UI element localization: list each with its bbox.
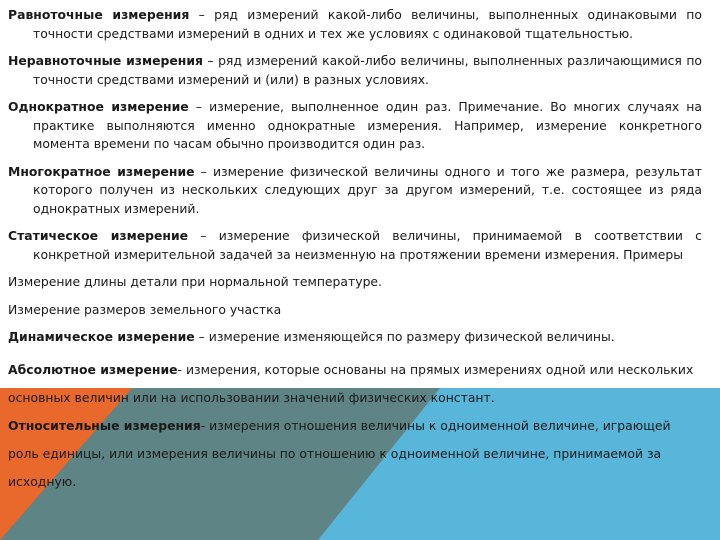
definition-unequal-accuracy (8, 52, 702, 89)
definition-absolute-measurement (8, 356, 702, 412)
term-label: Однократное измерение (8, 99, 189, 114)
term-label: Статическое измерение (8, 228, 189, 243)
example-item: Измерение размеров земельного участка (8, 301, 282, 317)
definition-text: - измерения отношения величины к одноименной величине, играющей роль единицы, или измерения величины по отношению к одноименной величине, принимаемой за исходную. (8, 417, 671, 489)
definition-text: – ряд измерений какой-либо величины, выполненных одинаковыми по точности средствами измерений в одних и тех же условиях с одинаковой тщательностью. (33, 7, 702, 41)
term-label: Относительные измерения (8, 417, 201, 433)
example-item: Измерение длины детали при нормальной температуре. (8, 274, 382, 289)
definition-multiple-measurement (8, 163, 702, 219)
term-label: Динамическое измерение (8, 329, 195, 344)
definition-single-measurement (8, 98, 702, 154)
term-label: Равноточные измерения (8, 7, 190, 22)
definition-static-measurement (8, 227, 702, 264)
term-label: Абсолютное измерение (8, 361, 178, 377)
definition-text: - измерения, которые основаны на прямых измерениях одной или нескольких основных величин или на использовании значений физических констант. (8, 361, 694, 405)
definition-text: – измерение физической величины, принимаемой в соответствии с конкретной измерительной задачей за неизменную на протяжении времени измерения. Примеры (33, 228, 702, 262)
term-label: Неравноточные измерения (8, 53, 203, 68)
definition-text: – измерение, выполненное один раз. Примечание. Во многих случаях на практике выполняются именно однократные измерения. Например, измерение конкретного момента времени по часам обычно производится один раз. (33, 99, 702, 151)
definition-dynamic-measurement (8, 328, 702, 347)
definition-text: – измерение изменяющейся по размеру физической величины. (194, 329, 615, 344)
definition-text: – измерение физической величины одного и того же размера, результат которого получен из нескольких следующих друг за другом измерений, т.е. состоящее из ряда однократных измерений. (33, 163, 702, 216)
definition-relative-measurement (8, 412, 702, 496)
definition-equal-accuracy (8, 6, 702, 43)
definition-text: – ряд измерений какой-либо величины, выполненных различающимися по точности средствами измерений и (или) в разных условиях. (33, 53, 703, 87)
document-body (8, 6, 702, 496)
term-label: Многократное измерение (8, 163, 195, 179)
